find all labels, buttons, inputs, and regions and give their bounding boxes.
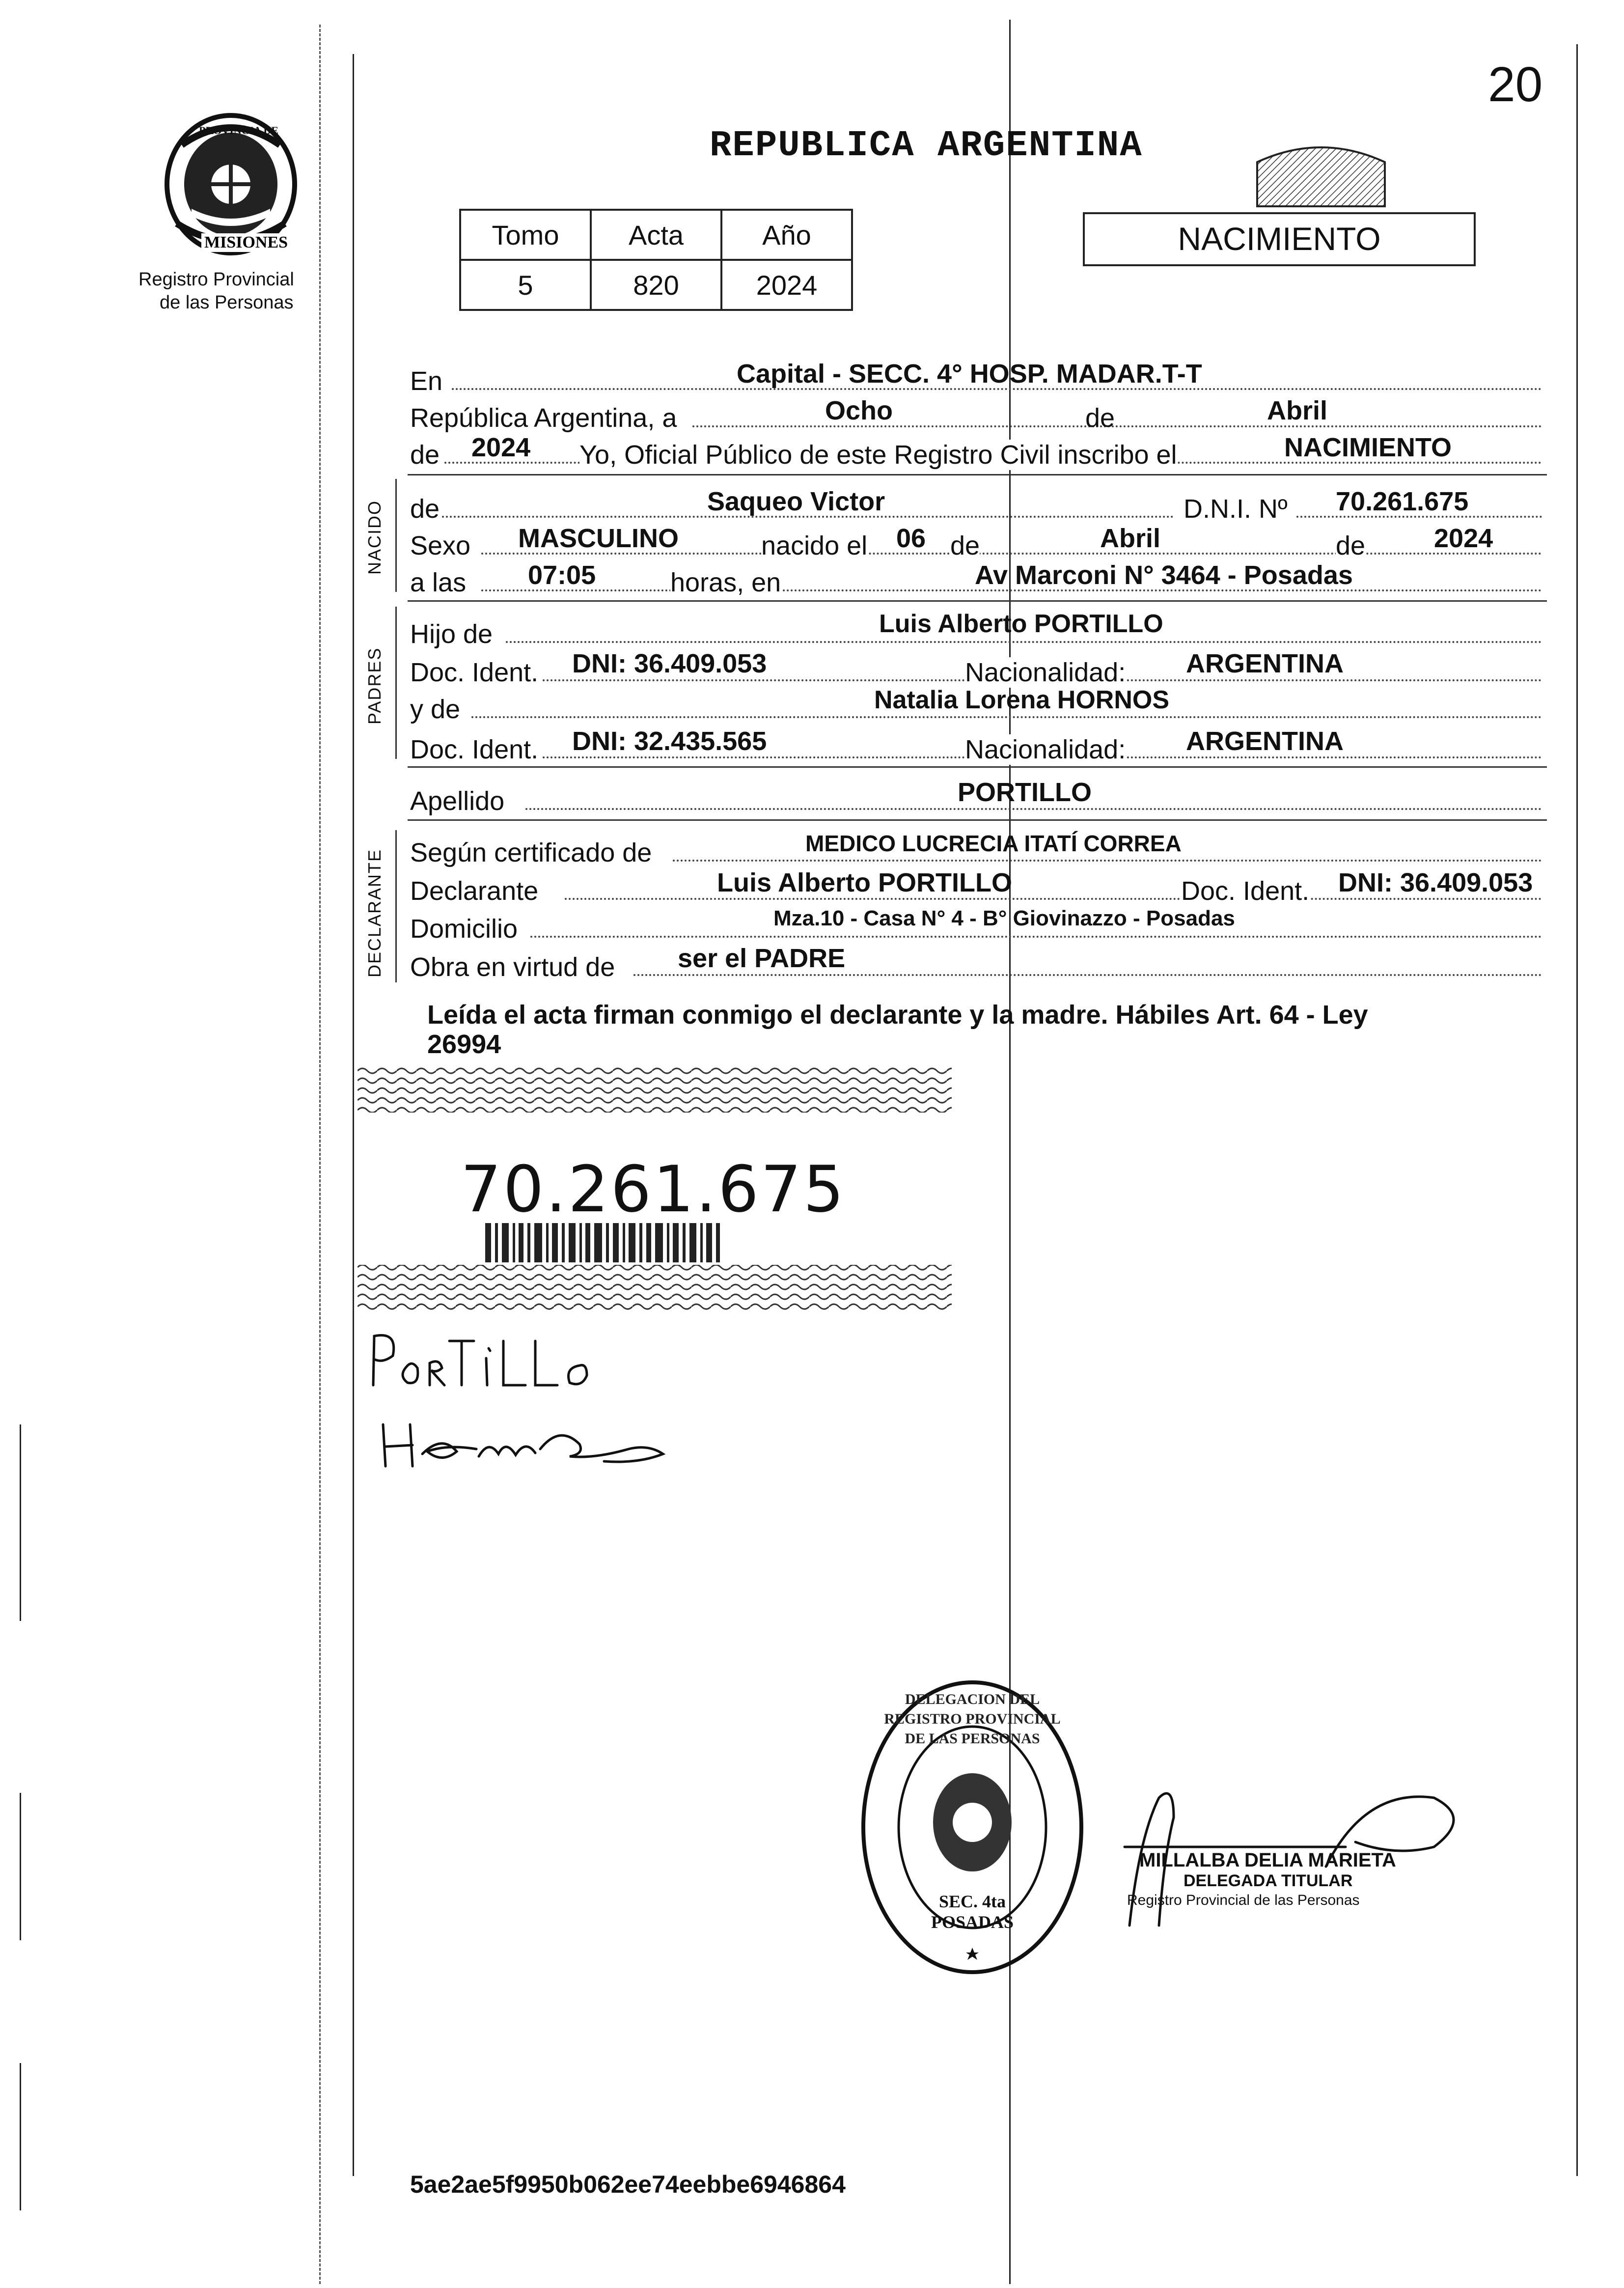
certificado-value: MEDICO LUCRECIA ITATÍ CORREA xyxy=(805,831,1182,856)
horas-label: horas, en xyxy=(670,568,781,597)
signature-hornos xyxy=(373,1410,678,1474)
month-value: Abril xyxy=(1267,396,1328,425)
barcode-sticker xyxy=(358,1066,952,1311)
mother-nac-label: Nacionalidad: xyxy=(965,735,1126,764)
nacido-section-label: NACIDO xyxy=(364,500,385,575)
declarante-bracket xyxy=(395,830,397,982)
document-type-box xyxy=(1083,212,1476,266)
rule-3 xyxy=(408,766,1547,768)
official-signature xyxy=(1120,1778,1473,1935)
signature-portillo-drawing xyxy=(363,1321,638,1395)
country-title: REPUBLICA ARGENTINA xyxy=(710,125,1143,167)
left-dashed-line xyxy=(319,25,321,2284)
apellido-value: PORTILLO xyxy=(958,778,1092,807)
hijo-de-label: Hijo de xyxy=(410,619,493,649)
father-doc-label: Doc. Ident. xyxy=(410,658,539,687)
closing-text-line2: 26994 xyxy=(427,1030,501,1059)
apellido-dots xyxy=(525,808,1542,810)
month-de-label: de xyxy=(1085,403,1115,433)
padres-bracket xyxy=(395,607,397,759)
table-value-anio: 2024 xyxy=(721,260,852,310)
declarante-dots xyxy=(565,898,1542,900)
rule-1 xyxy=(408,474,1547,475)
apellido-label: Apellido xyxy=(410,786,505,816)
year-value: 2024 xyxy=(471,433,531,462)
barcode-number: 70.261.675 xyxy=(461,1152,846,1227)
father-nac-value: ARGENTINA xyxy=(1186,649,1344,678)
document-type-label: NACIMIENTO xyxy=(1178,221,1381,257)
rule-4 xyxy=(408,819,1547,821)
obra-label: Obra en virtud de xyxy=(410,952,615,982)
obra-dots xyxy=(633,974,1542,976)
logo-top-text: PROVINCIA DE xyxy=(199,124,278,137)
a-las-label: a las xyxy=(410,568,467,597)
nacido-name-value: Saqueo Victor xyxy=(707,487,885,516)
obra-value: ser el PADRE xyxy=(678,944,846,973)
nacido-bracket xyxy=(395,479,397,592)
seal-inner-text: SEC. 4ta POSADAS xyxy=(931,1892,1014,1932)
table-value-acta: 820 xyxy=(591,260,721,310)
certificado-dots xyxy=(673,860,1542,862)
left-edge-mark-3 xyxy=(20,2063,21,2210)
left-edge-mark-2 xyxy=(20,1793,21,1940)
left-margin-line xyxy=(353,54,354,2176)
birth-place-value: Av Marconi N° 3464 - Posadas xyxy=(975,560,1353,590)
padres-section-label: PADRES xyxy=(364,647,385,725)
page-number: 20 xyxy=(1488,57,1543,112)
table-header-anio: Año xyxy=(721,210,852,260)
right-margin-line xyxy=(1576,44,1578,2176)
father-nac-label: Nacionalidad: xyxy=(965,658,1126,687)
logo-bottom-text: MISIONES xyxy=(201,233,291,252)
declarante-doc-value: DNI: 36.409.053 xyxy=(1338,868,1533,897)
table-header-acta: Acta xyxy=(591,210,721,260)
closing-text-line1: Leída el acta firman conmigo el declarante y la madre. Hábiles Art. 64 - Ley xyxy=(427,1000,1368,1030)
official-name: MILLALBA DELIA MARIETA xyxy=(1139,1849,1396,1871)
dni-label: D.N.I. Nº xyxy=(1184,494,1288,524)
security-hologram xyxy=(1247,133,1395,216)
declarante-section-label: DECLARANTE xyxy=(364,848,385,977)
seal-ring-text: DELEGACION DEL REGISTRO PROVINCIAL DE LAS PERSONAS xyxy=(884,1691,1061,1747)
domicilio-dots xyxy=(530,936,1542,938)
official-org: Registro Provincial de las Personas xyxy=(1127,1892,1360,1908)
nacido-el-label: nacido el xyxy=(761,531,868,560)
hologram-icon xyxy=(1247,133,1395,216)
mother-nac-value: ARGENTINA xyxy=(1186,726,1344,756)
mother-doc-label: Doc. Ident. xyxy=(410,735,539,764)
father-name-value: Luis Alberto PORTILLO xyxy=(879,610,1163,638)
y-de-label: y de xyxy=(410,695,461,724)
official-title: DELEGADA TITULAR xyxy=(1184,1871,1353,1890)
signature-hornos-drawing xyxy=(373,1410,678,1474)
signature-portillo xyxy=(363,1321,638,1395)
declarante-label: Declarante xyxy=(410,876,539,906)
republica-label: República Argentina, a xyxy=(410,403,677,433)
certificado-label: Según certificado de xyxy=(410,838,652,867)
sexo-label: Sexo xyxy=(410,531,471,560)
oficial-text: Yo, Oficial Público de este Registro Civil inscribo el xyxy=(579,440,1177,470)
dni-dots xyxy=(1296,516,1542,518)
registry-name-line2: de las Personas xyxy=(160,292,294,313)
birth-month-value: Abril xyxy=(1100,524,1161,553)
time-value: 07:05 xyxy=(528,560,596,590)
declarante-doc-label: Doc. Ident. xyxy=(1181,876,1310,906)
registry-seal xyxy=(857,1675,1088,1980)
en-value: Capital - SECC. 4° HOSP. MADAR.T-T xyxy=(737,359,1202,389)
registry-name-line1: Registro Provincial xyxy=(138,269,294,290)
province-logo xyxy=(157,111,304,258)
republica-dots xyxy=(692,425,1542,427)
declarante-value: Luis Alberto PORTILLO xyxy=(717,868,1012,897)
birth-year-value: 2024 xyxy=(1434,524,1493,553)
en-label: En xyxy=(410,366,443,396)
year-de-label: de xyxy=(410,440,440,470)
birth-de-label-2: de xyxy=(1336,531,1366,560)
table-header-tomo: Tomo xyxy=(460,210,591,260)
domicilio-label: Domicilio xyxy=(410,914,518,944)
rule-2 xyxy=(408,600,1547,602)
mother-doc-value: DNI: 32.435.565 xyxy=(572,726,767,756)
book-reference-table xyxy=(459,209,853,311)
father-dots xyxy=(506,641,1542,643)
dni-value: 70.261.675 xyxy=(1336,487,1469,516)
inscribo-value: NACIMIENTO xyxy=(1284,433,1452,462)
nacido-de-label: de xyxy=(410,494,440,524)
birth-day-value: 06 xyxy=(896,524,926,553)
mother-dots xyxy=(471,716,1542,718)
table-value-tomo: 5 xyxy=(460,260,591,310)
mother-name-value: Natalia Lorena HORNOS xyxy=(874,686,1170,714)
domicilio-value: Mza.10 - Casa N° 4 - B° Giovinazzo - Posadas xyxy=(773,906,1235,930)
verification-hash: 5ae2ae5f9950b062ee74eebbe6946864 xyxy=(410,2171,846,2198)
day-value: Ocho xyxy=(825,396,893,425)
left-edge-mark-1 xyxy=(20,1424,21,1621)
sexo-value: MASCULINO xyxy=(518,524,679,553)
birth-de-label: de xyxy=(950,531,980,560)
father-doc-value: DNI: 36.409.053 xyxy=(572,649,767,678)
